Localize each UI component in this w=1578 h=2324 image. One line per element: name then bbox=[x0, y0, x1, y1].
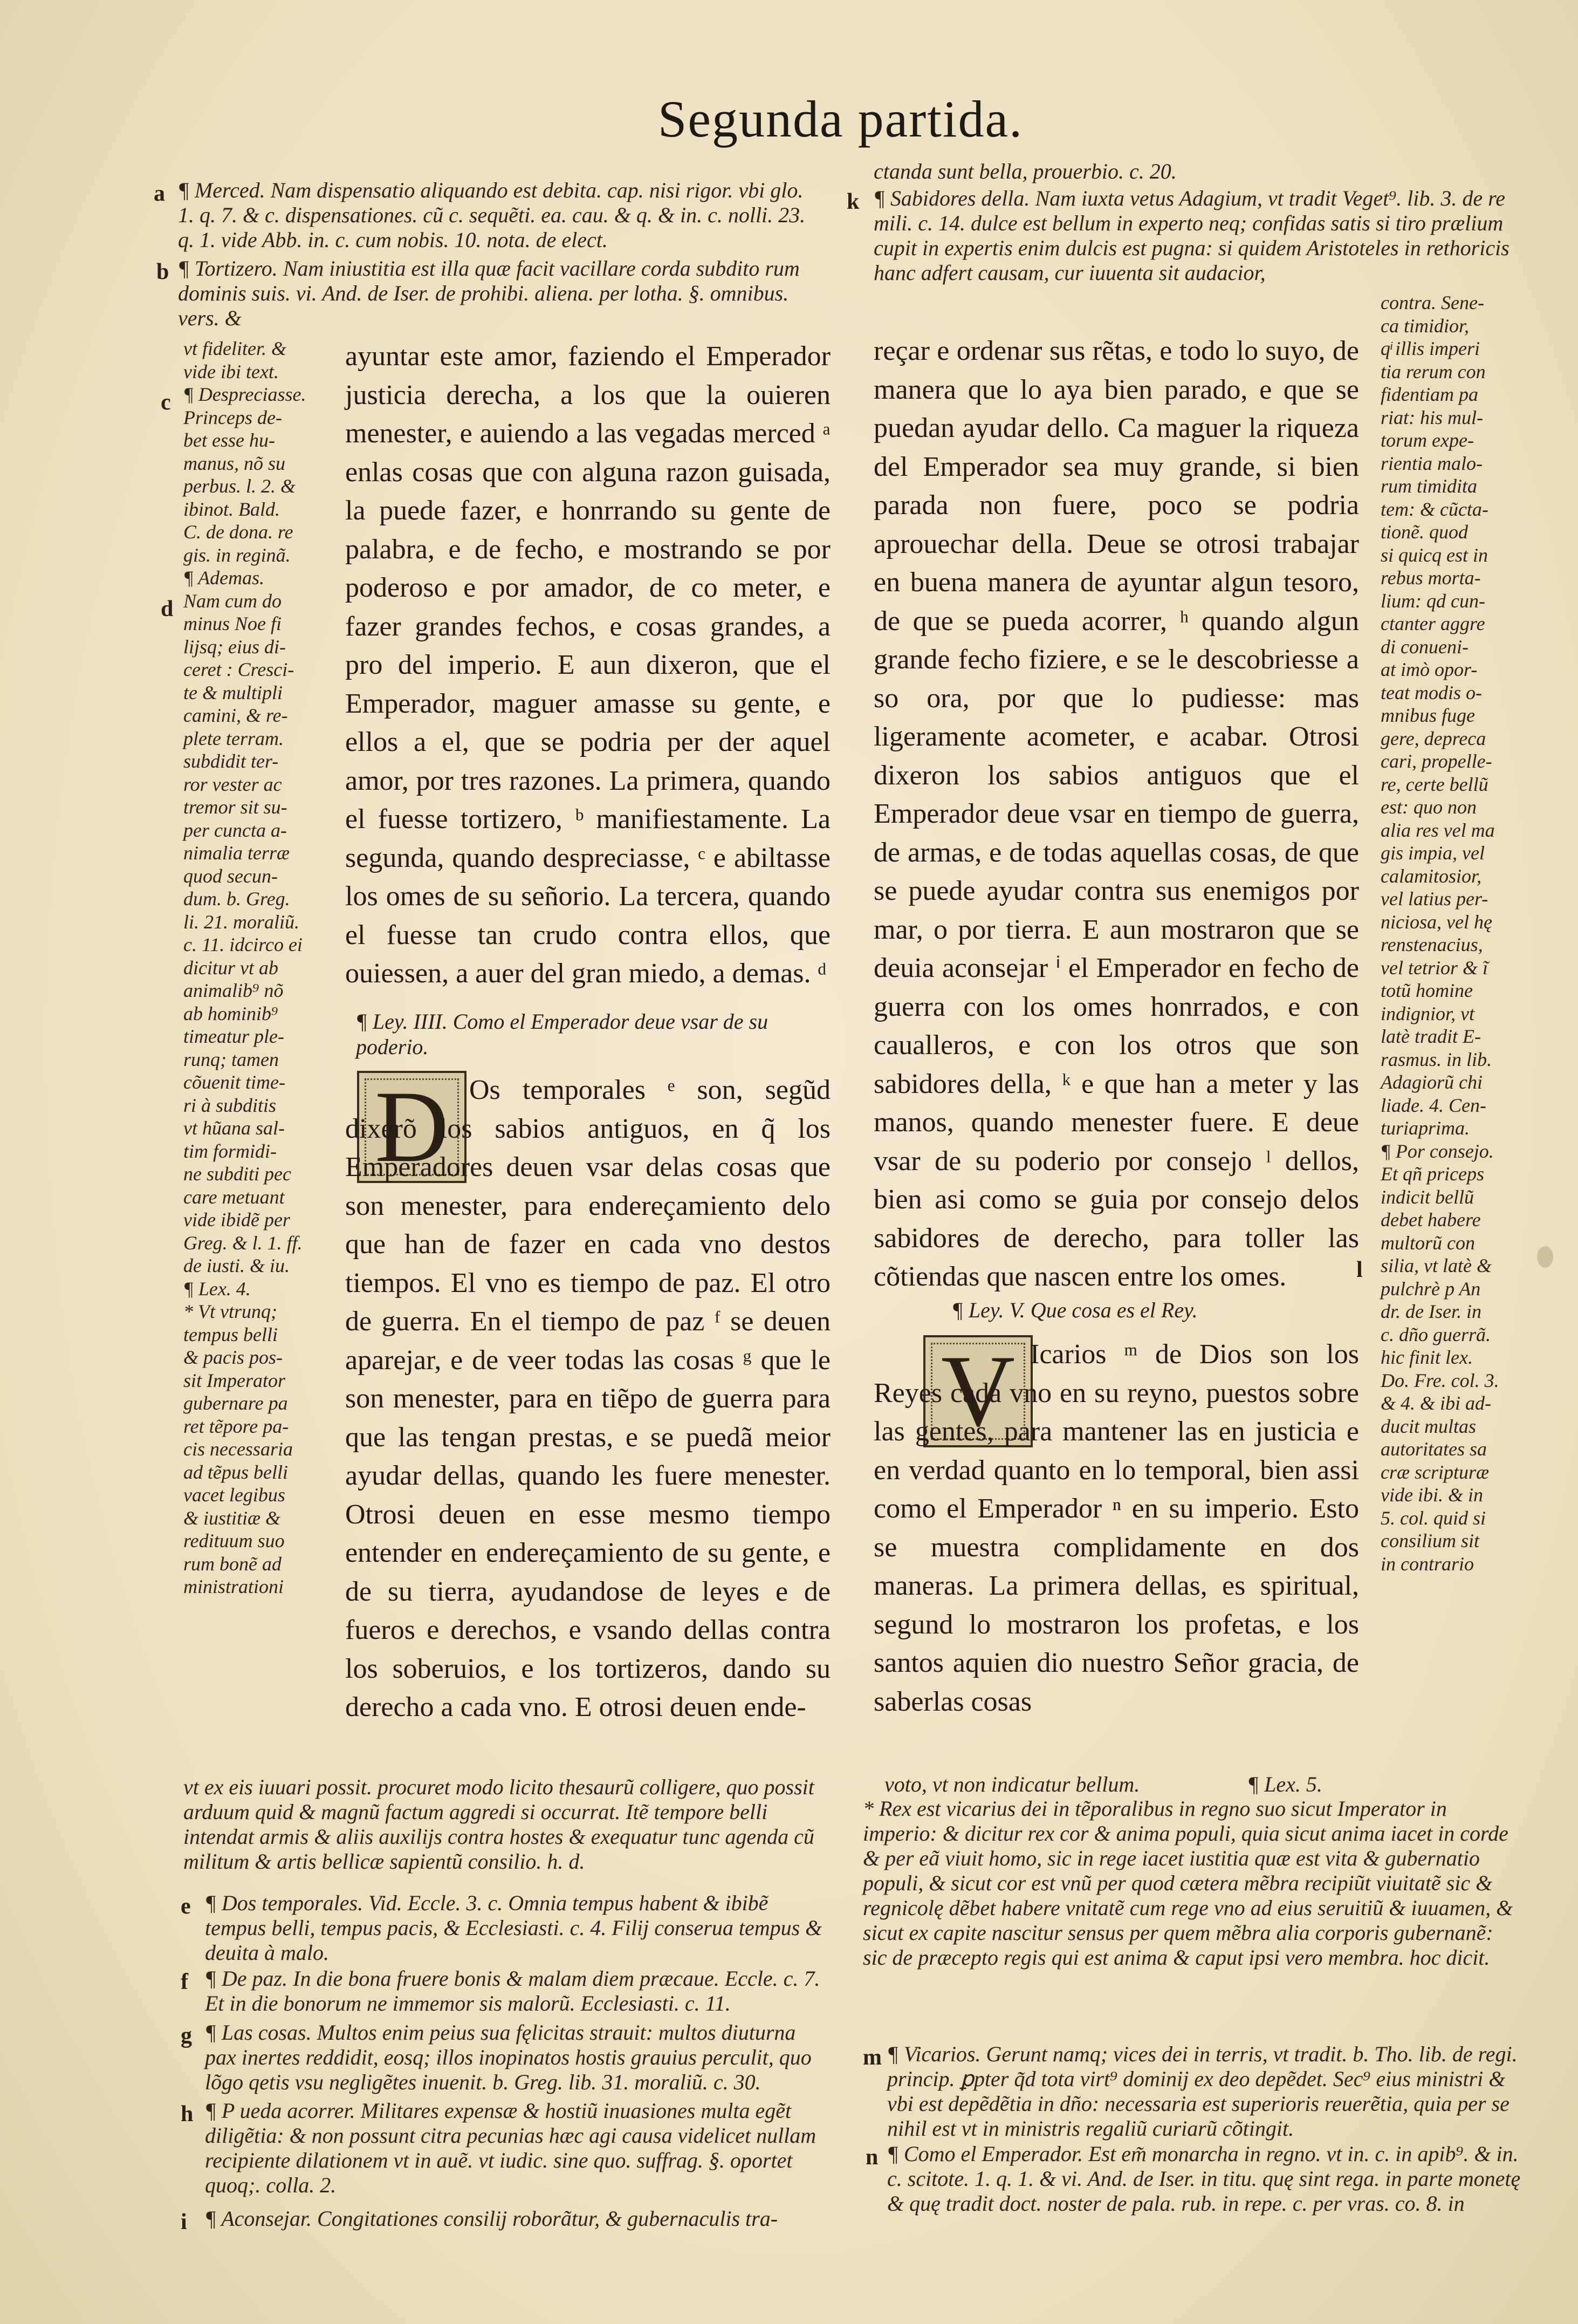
gloss-h: ¶ P ueda acorrer. Militares expensæ & hostiũ inuasiones multa egẽt diligẽtia: & non possunt citra pecunias hæc agi causa videlicet nullam recipiente dilationem vt in auẽ. vt iudic. sine quo. suffrag. §. oportet quoq;. colla. 2. bbox=[205, 2099, 817, 2197]
right-side-gloss: contra. Sene- ca timidior, qͥ illis imperi tia rerum con fidentiam pa riat: his mul- torum expe- rientia malo- rum timidita tem: & cũcta- tionẽ. quod si quicq est in rebus morta- lium: qd cun- ctanter aggre di conueni- at imò opor- teat modis o- mnibus fuge gere, depreca cari, propelle- re, certe bellũ est: quo non alia res vel ma gis impia, vel calamitosior, vel latius per- niciosa, vel hę renstenacius, vel tetrior & ĩ totũ homine indignior, vt latè tradit E- rasmus. in lib. Adagiorũ chi liade. 4. Cen- turiaprima. ¶ Por consejo. Et qñ priceps indicit bellũ debet habere multorũ con silia, vt latè & pulchrè p An dr. de Iser. in c. dño guerrã. hic finit lex. Do. Fre. col. 3. & 4. & ibi ad- ducit multas autoritates sa cræ scripturæ vide ibi. & in 5. col. quid si consilium sit in contrario bbox=[1381, 292, 1499, 1575]
gloss-n: ¶ Como el Emperador. Est em̃ monarcha in regno. vt in. c. in apib⁹. & in. c. scitote. 1. q. 1. & vi. And. de Iser. in titu. quę sint rega. in parte monetę & quę tradit doct. noster de pala. rub. in repe. c. per vras. co. 8. in bbox=[887, 2142, 1521, 2216]
gloss-e: ¶ Dos temporales. Vid. Eccle. 3. c. Omnia tempus habent & ibibẽ tempus belli, tempus pacis, & Ecclesiasti. c. 4. Filij conserua tempus & deuita à malo. bbox=[205, 1891, 822, 1965]
gloss-m: ¶ Vicarios. Gerunt namq; vices dei in terris, vt tradit. b. Tho. lib. de regi. princip. ꝑpter q̃d tota virt⁹ dominij ex deo depẽdet. Sec⁹ eius ministri & vbi est depẽdẽtia in dño: necessaria est superioris reuerẽtia, quia per se nihil est vt in ministris regaliũ curiarũ cõtingit. bbox=[887, 2042, 1518, 2141]
gloss-marker-l: l bbox=[1356, 1257, 1363, 1282]
gloss-a: ¶ Merced. Nam dispensatio aliquando est debita. cap. nisi rigor. vbi glo. 1. q. 7. & c. dispensationes. cũ c. sequẽti. ea. cau. & q. & in. c. nolli. 23. q. 1. vide Abb. in. c. cum nobis. 10. nota. de elect. bbox=[178, 178, 806, 252]
gloss-marker-a: a bbox=[154, 181, 165, 206]
dropcap-v: V bbox=[923, 1335, 1033, 1447]
gloss-marker-i: i bbox=[181, 2210, 187, 2234]
gloss-bottom-right-cont: voto, vt non indicatur bellum. ¶ Lex. 5. bbox=[884, 1772, 1322, 1796]
gloss-marker-b: b bbox=[156, 259, 169, 284]
column-1-paragraph-2: Os temporales ᵉ son, segũd dixerõ los sabios antiguos, en q̃ los Emperadores deuen vsar delas cosas que son menester, para endereçamiento delo que han de fazer en cada vno destos tiempos. El vno es tiempo de paz. El otro de guerra. En el tiempo de paz ᶠ se deuen aparejar, e de veer todas las cosas ᵍ que le son menester, para en tiẽpo de guerra para que las tengan prestas, e se puedã meior ayudar dellas, quando les fuere menester. Otrosi deuen en esse mesmo tiempo entender en endereçamiento de su gente, e de su tierra, ayudandose de leyes e de fueros e derechos, e vsando dellas contra los soberuios, e los tortizeros, dando su derecho a cada vno. E otrosi deuen ende- bbox=[345, 1075, 831, 1723]
page-header: Segunda partida. bbox=[658, 90, 1024, 148]
gloss-k: ¶ Sabidores della. Nam iuxta vetus Adagium, vt tradit Veget⁹. lib. 3. de re mili. c. 14. dulce est bellum in experto neq; confidas satis si tiro prælium cupit in expertis enim dulcis est pugna: si quidem Aristoteles in rethoricis hanc adfert causam, cur iuuenta sit audacior, bbox=[874, 186, 1510, 285]
gloss-marker-e: e bbox=[181, 1894, 191, 1919]
column-1-paragraph-1: ayuntar este amor, faziendo el Emperador justicia derecha, a los que la ouieren menester, e auiendo a las vegadas merced ᵃ enlas cosas que con alguna razon guisada, la puede fazer, e honrrando su gente de palabra, e de fecho, e mostrando se por poderoso e por amador, de co meter, e fazer grandes fechos, e cosas grandes, a pro del imperio. E aun dixeron, que el Emperador, maguer amasse su gente, e ellos a el, que se podria per der aquel amor, por tres razones. La primera, quando el fuesse tortizero, ᵇ manifiestamente. La segunda, quando despreciasse, ᶜ e abiltasse los omes de su señorio. La tercera, quando el fuesse tan crudo contra ellos, que ouiessen, a auer del gran miedo, a demas. ᵈ bbox=[345, 341, 831, 989]
gloss-marker-k: k bbox=[847, 189, 860, 214]
gloss-marker-g: g bbox=[181, 2024, 192, 2048]
gloss-marker-n: n bbox=[866, 2145, 879, 2170]
gloss-marker-d: d bbox=[161, 597, 174, 621]
gloss-marker-m: m bbox=[863, 2045, 882, 2070]
column-2-paragraph-2: Icarios ᵐ de Dios son los Reyes cada vno en su reyno, puestos sobre las gentes, para mantener las en justicia e en verdad quanto en lo temporal, bien assi como el Emperador ⁿ en su imperio. Esto se muestra complidamente en dos maneras. La primera dellas, es spiritual, segund lo mostraron los profetas, e los santos aquien dio nuestro Señor gracia, de saberlas cosas bbox=[874, 1339, 1359, 1717]
gloss-top-right-cont: ctanda sunt bella, prouerbio. c. 20. bbox=[874, 159, 1177, 183]
gloss-b: ¶ Tortizero. Nam iniustitia est illa quæ facit vacillare corda subdito rum dominis suis. vi. And. de Iser. de prohibi. aliena. per lotha. §. omnibus. vers. & bbox=[178, 256, 800, 330]
gloss-g: ¶ Las cosas. Multos enim peius sua fęlicitas strauit: multos diuturna pax inertes reddidit, eosq; illos inopinatos hostis grauius perculit, quo lõgo qetis vsu negligẽtes inuenit. b. Greg. lib. 31. moraliũ. c. 30. bbox=[205, 2020, 812, 2094]
dropcap-d: D bbox=[357, 1071, 466, 1183]
gloss-marker-f: f bbox=[181, 1970, 188, 1994]
gloss-i: ¶ Aconsejar. Congitationes consilij roborãtur, & gubernaculis tra- bbox=[205, 2206, 778, 2231]
gloss-f: ¶ De paz. In die bona fruere bonis & malam diem præcaue. Eccle. c. 7. Et in die bonorum ne immemor sis malorũ. Ecclesiasti. c. 11. bbox=[205, 1966, 820, 2015]
gloss-marker-c: c bbox=[161, 390, 171, 415]
gloss-marker-h: h bbox=[181, 2102, 194, 2127]
law-5-heading: ¶ Ley. V. Que cosa es el Rey. bbox=[952, 1298, 1198, 1322]
law-4-heading: ¶ Ley. IIII. Como el Emperador deue vsar de su poderio. bbox=[356, 1009, 769, 1059]
gloss-lex-5: * Rex est vicarius dei in tẽporalibus in regno suo sicut Imperator in imperio: & dicitur rex cor & anima populi, quia sicut anima iacet in corde & per eã viuit homo, sic in rege iacet iustitia quæ est vita & gubernatio populi, & sicut cor est vnũ per quod cætera mẽbra recipiũt viuitatẽ sic & regnicolę dẽbet habere vnitatẽ cum rege vno ad eius seruitiũ & iuuamen, & sicut ex capite nascitur sensus per quem mẽbra alia corporis gubernanẽ: sic de præcepto regis qui est anima & caput ipsi vero membra. hoc dicit. bbox=[863, 1796, 1513, 1970]
column-2-paragraph-1: reçar e ordenar sus rẽtas, e todo lo suyo, de manera que lo aya bien parado, e que se puedan ayudar dello. Ca maguer la riqueza del Emperador sea muy grande, si bien parada non fuere, poco se podria aprouechar della. Deue se otrosi trabajar en buena manera de ayuntar algun tesoro, de que se pueda acorrer, ʰ quando algun grande fecho fiziere, e se le descobriesse a so ora, por que lo pudiesse: mas ligeramente acometer, e acabar. Otrosi dixeron los sabios antiguos que el Emperador deue vsar en tiempo de guerra, de armas, e de todas aquellas cosas, de que se puede ayudar contra sus enemigos por mar, o por tierra. E aun mostraron que se deuia aconsejar ⁱ el Emperador en fecho de guerra con los omes honrrados, e con caualleros, e con los otros que son sabidores della, ᵏ e que han a meter y las manos, quando menester fuere. E deue vsar de su poderio por consejo ˡ dellos, bien asi como se guia por consejo delos sabidores de derecho, para toller las cõtiendas que nascen entre los omes. bbox=[874, 336, 1359, 1292]
gloss-bottom-left-cont: vt ex eis iuuari possit. procuret modo licito thesaurũ colligere, quo possit arduum quid & magnũ factum aggredi si occurrat. Itẽ tempore belli intendat armis & aliis auxilijs contra hostes & exequatur tunc agenda cũ militum & artis bellicæ sapientũ consilio. h. d. bbox=[183, 1775, 814, 1874]
left-side-gloss: vt fideliter. & vide ibi text. ¶ Despreciasse. Princeps de- bet esse hu- manus, nõ su perbus. l. 2. & ibinot. Bald. C. de dona. re gis. in reginã. ¶ Ademas. Nam cum do minus Noe fi lijsq; eius di- ceret : Cresci- te & multipli camini, & re- plete terram. subdidit ter- ror vester ac tremor sit su- per cuncta a- nimalia terræ quod secun- dum. b. Greg. li. 21. moraliũ. c. 11. idcirco ei dicitur vt ab animalib⁹ nõ ab hominib⁹ timeatur ple- runq; tamen cõuenit time- ri à subditis vt hũana sal- tim formidi- ne subditi pec care metuant vide ibidẽ per Greg. & l. 1. ff. de iusti. & iu. ¶ Lex. 4. * Vt vtrunq; tempus belli & pacis pos- sit Imperator gubernare pa ret tẽpore pa- cis necessaria ad tẽpus belli vacet legibus & iustitiæ & redituum suo rum bonẽ ad ministrationi bbox=[183, 338, 306, 1597]
